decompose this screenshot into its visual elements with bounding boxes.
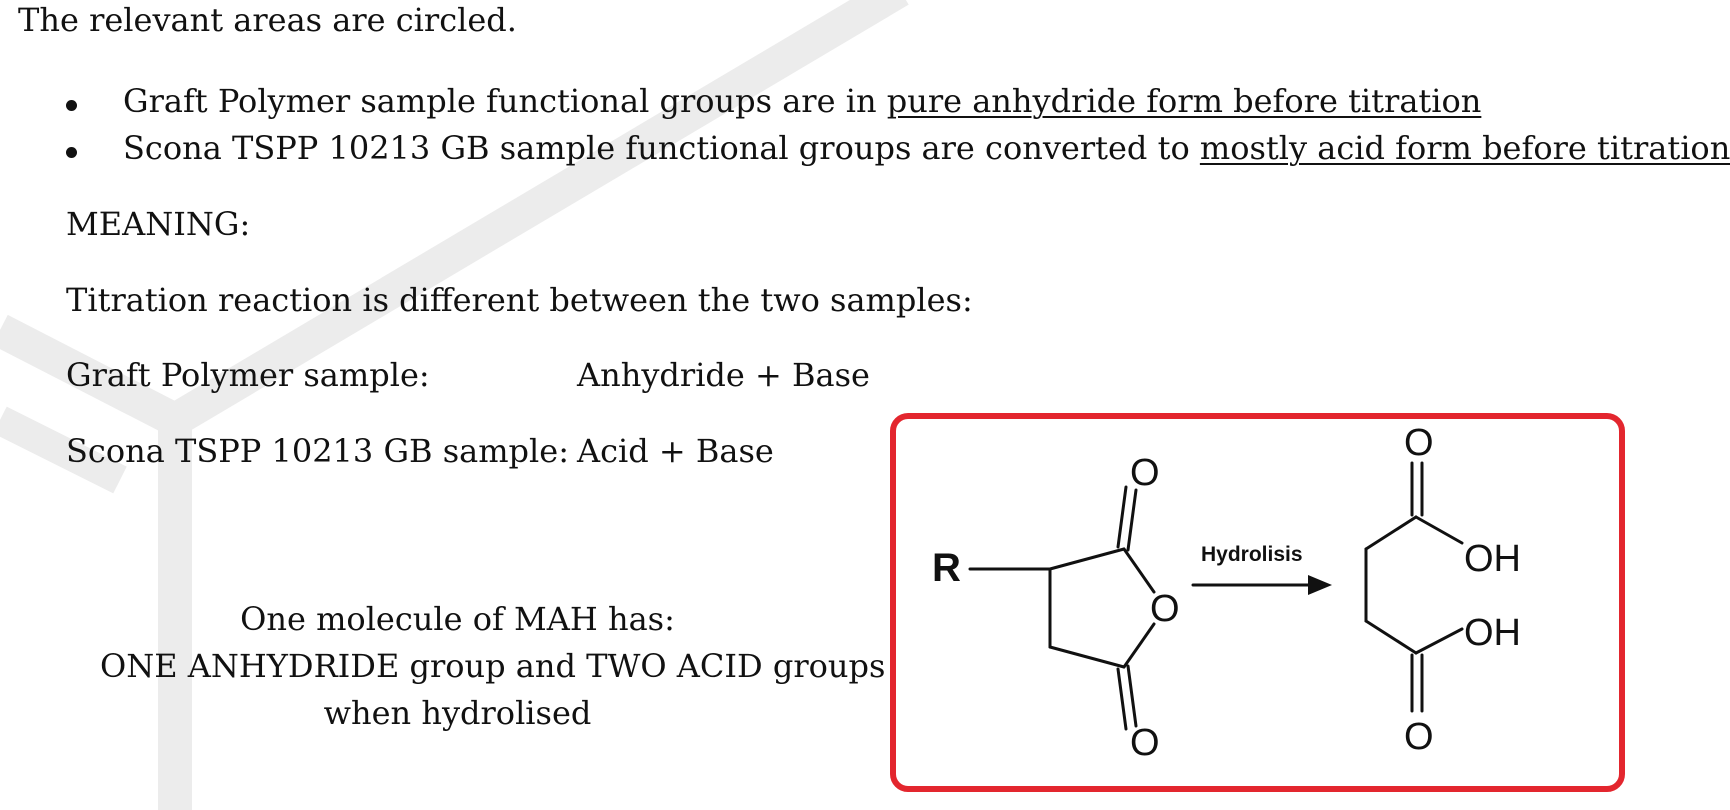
sample-reaction-scona: Acid + Base — [577, 432, 774, 470]
carbonyl-oxygen-label: O — [1404, 422, 1434, 464]
titration-statement: Titration reaction is different between the two samples: — [66, 281, 973, 319]
hydroxyl-label: OH — [1464, 538, 1521, 580]
mah-note-line: ONE ANHYDRIDE group and TWO ACID groups — [100, 647, 886, 685]
sample-label-graft: Graft Polymer sample: — [66, 356, 430, 394]
mah-note-line: One molecule of MAH has: — [240, 600, 675, 638]
bullet-item-graft — [123, 81, 1481, 121]
acid-bond — [1416, 517, 1462, 543]
r-group-label: R — [932, 546, 961, 590]
acid-bond — [1416, 629, 1462, 653]
ring-bond — [1050, 647, 1124, 667]
arrow-label: Hydrolisis — [1201, 543, 1303, 566]
carbonyl-oxygen-label: O — [1130, 452, 1160, 494]
chain-bond — [1366, 517, 1416, 549]
carbonyl-bond — [1128, 666, 1136, 726]
mah-note — [100, 596, 886, 737]
bullet-text: Scona TSPP 10213 GB sample functional groups are converted to — [123, 129, 1200, 167]
carbonyl-bond — [1118, 487, 1126, 547]
intro-text: The relevant areas are circled. — [18, 1, 517, 39]
bullet-underlined-text: mostly acid form before titration — [1199, 129, 1730, 167]
ring-bond — [1124, 624, 1154, 667]
highlighted-reaction-box — [890, 413, 1625, 792]
ring-bond — [1124, 549, 1154, 592]
carbonyl-oxygen-label: O — [1404, 716, 1434, 758]
bullet-underlined-text: pure anhydride form before titration — [886, 82, 1482, 120]
ring-bond — [1050, 549, 1124, 569]
chain-bond — [1366, 621, 1416, 653]
sample-reaction-graft: Anhydride + Base — [577, 356, 870, 394]
meaning-heading: MEANING: — [66, 205, 251, 243]
carbonyl-bond — [1128, 490, 1136, 550]
ring-oxygen-label: O — [1150, 588, 1180, 630]
hydrolysis-reaction-diagram — [896, 419, 1619, 786]
bullet-marker — [66, 147, 77, 158]
bullet-item-scona — [123, 128, 1730, 168]
bullet-text: Graft Polymer sample functional groups are in — [123, 82, 887, 120]
sample-label-scona: Scona TSPP 10213 GB sample: — [66, 432, 569, 470]
arrow-head — [1308, 575, 1332, 595]
hydroxyl-label: OH — [1464, 612, 1521, 654]
mah-note-line: when hydrolised — [323, 694, 592, 732]
carbonyl-oxygen-label: O — [1130, 722, 1160, 764]
bullet-marker — [66, 100, 77, 111]
carbonyl-bond — [1118, 669, 1126, 729]
